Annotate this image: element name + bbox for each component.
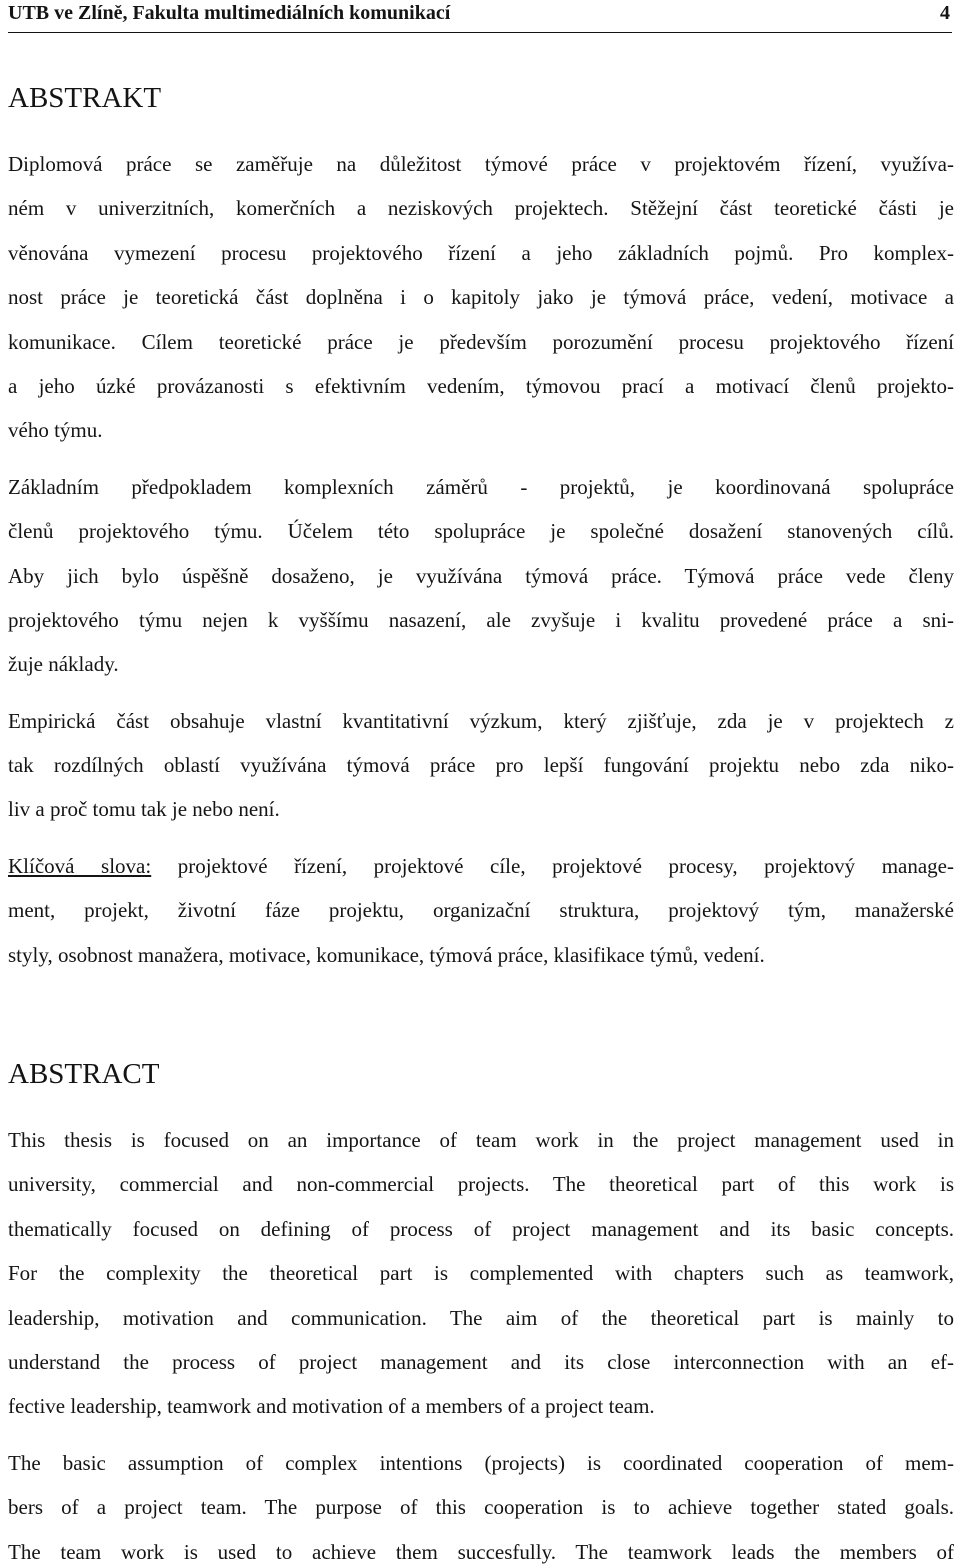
text-line: tak rozdílných oblastí využívána týmová práce pro lepší fungování projektu nebo zda niko- — [8, 753, 954, 778]
text-line: Aby jich bylo úspěšně dosaženo, je využívána týmová práce. Týmová práce vede členy — [8, 563, 954, 588]
abstract-paragraph-2 — [8, 1441, 954, 1568]
abstrakt-paragraph-2 — [8, 465, 954, 687]
text-line: The basic assumption of complex intentions (projects) is coordinated cooperation of mem- — [8, 1450, 954, 1475]
keywords-line — [8, 844, 954, 888]
text-line: The team work is used to achieve them succesfully. The teamwork leads the members of — [8, 1539, 954, 1564]
text-line: Empirická část obsahuje vlastní kvantitativní výzkum, který zjišťuje, zda je v projektech z — [8, 708, 954, 733]
text-line: styly, osobnost manažera, motivace, komunikace, týmová práce, klasifikace týmů, vedení. — [8, 942, 765, 967]
abstract-paragraph-1 — [8, 1118, 954, 1429]
paragraph-gap — [8, 687, 954, 699]
text-line: Diplomová práce se zaměřuje na důležitost týmové práce v projektovém řízení, využíva- — [8, 152, 954, 176]
keywords-label: Klíčová slova: — [8, 853, 152, 878]
abstrakt-heading: ABSTRAKT — [8, 82, 162, 114]
keywords-paragraph — [8, 844, 954, 977]
text-line: For the complexity the theoretical part is complemented with chapters such as teamwork, — [8, 1261, 954, 1286]
text-line: thematically focused on defining of process of project management and its basic concepts. — [8, 1216, 954, 1241]
abstrakt-paragraph-1 — [8, 142, 954, 453]
abstrakt-body — [8, 142, 954, 977]
abstrakt-paragraph-3 — [8, 699, 954, 832]
text-line: projektového týmu nejen k vyššímu nasazení, ale zvyšuje i kvalitu provedené práce a sni- — [8, 607, 954, 632]
abstract-body — [8, 1118, 954, 1568]
page-header — [8, 0, 952, 33]
text-line: věnována vymezení procesu projektového řízení a jeho základních pojmů. Pro komplex- — [8, 240, 954, 265]
text-line: Základním předpokladem komplexních záměrů - projektů, je koordinovaná spolupráce — [8, 474, 954, 499]
paragraph-gap — [8, 832, 954, 844]
text-line: leadership, motivation and communication. The aim of the theoretical part is mainly to — [8, 1305, 954, 1330]
abstrakt-section — [8, 80, 954, 977]
text-line: nost práce je teoretická část doplněna i o kapitoly jako je týmová práce, vedení, motivace a — [8, 285, 954, 310]
text-line: bers of a project team. The purpose of this cooperation is to achieve together stated goals. — [8, 1495, 954, 1520]
abstract-section — [8, 1056, 954, 1568]
text-line: členů projektového týmu. Účelem této spolupráce je společné dosažení stanovených cílů. — [8, 519, 954, 544]
keywords-text: projektové řízení, projektové cíle, projektové procesy, projektový manage- — [151, 853, 954, 878]
text-line: university, commercial and non-commercial projects. The theoretical part of this work is — [8, 1172, 954, 1197]
paragraph-gap — [8, 1429, 954, 1441]
text-line: žuje náklady. — [8, 652, 119, 677]
text-line: understand the process of project management and its close interconnection with an ef- — [8, 1349, 954, 1374]
text-line: liv a proč tomu tak je nebo není. — [8, 797, 280, 822]
text-line: komunikace. Cílem teoretické práce je především porozumění procesu projektového řízení — [8, 329, 954, 354]
page-number: 4 — [940, 2, 950, 24]
text-line: This thesis is focused on an importance of team work in the project management used in — [8, 1128, 954, 1152]
text-line: fective leadership, teamwork and motivation of a members of a project team. — [8, 1394, 655, 1419]
text-line: vého týmu. — [8, 418, 103, 443]
text-line: a jeho úzké provázanosti s efektivním vedením, týmovou prací a motivací členů projekto- — [8, 373, 954, 398]
paragraph-gap — [8, 453, 954, 465]
text-line: ném v univerzitních, komerčních a neziskových projektech. Stěžejní část teoretické části je — [8, 196, 954, 221]
abstract-heading: ABSTRACT — [8, 1058, 160, 1090]
header-title: UTB ve Zlíně, Fakulta multimediálních komunikací — [8, 2, 451, 24]
text-line: ment, projekt, životní fáze projektu, organizační struktura, projektový tým, manažerské — [8, 898, 954, 923]
